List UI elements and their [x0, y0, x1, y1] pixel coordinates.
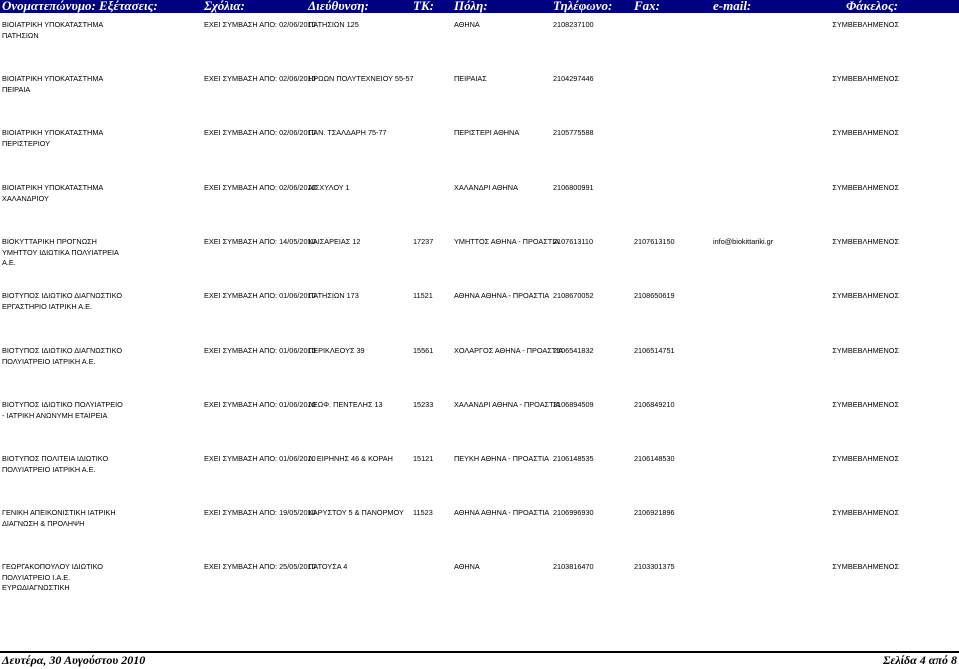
cell-address: ΚΑΙΣΑΡΕΙΑΣ 12	[308, 237, 361, 246]
cell-tk: 15121	[413, 454, 434, 463]
header-exams: Εξέτασεις:	[99, 0, 158, 13]
header-name: Ονοματεπώνυμο:	[2, 0, 96, 13]
cell-phone: 2106148535	[553, 454, 594, 463]
cell-folder: ΣΥΜΒΕΒΛΗΜΕΝΟΣ	[832, 74, 899, 83]
cell-fax: 2106514751	[634, 346, 675, 355]
table-row	[0, 454, 959, 504]
cell-city: ΑΘΗΝΑ ΑΘΗΝΑ - ΠΡΟΑΣΤΙΑ	[454, 291, 550, 300]
cell-tk: 11521	[413, 291, 433, 300]
cell-tk: 17237	[413, 237, 434, 246]
cell-comments: ΕΧΕΙ ΣΥΜΒΑΣΗ ΑΠΟ: 01/06/2010	[204, 454, 316, 463]
table-row	[0, 346, 959, 396]
cell-folder: ΣΥΜΒΕΒΛΗΜΕΝΟΣ	[832, 128, 899, 137]
table-row	[0, 128, 959, 178]
cell-address: ΗΡΩΩΝ ΠΟΛΥΤΕΧΝΕΙΟΥ 55-57	[308, 74, 414, 83]
cell-name: ΒΙΟΙΑΤΡΙΚΗ ΥΠΟΚΑΤΑΣΤΗΜΑ ΠΑΤΗΣΙΩΝ	[2, 20, 104, 40]
header-fax: Fax:	[634, 0, 660, 13]
cell-comments: ΕΧΕΙ ΣΥΜΒΑΣΗ ΑΠΟ: 02/06/2010	[204, 128, 316, 137]
cell-address: Λ. ΕΙΡΗΝΗΣ 46 & ΚΟΡΑΗ	[308, 454, 393, 463]
cell-folder: ΣΥΜΒΕΒΛΗΜΕΝΟΣ	[832, 20, 899, 29]
table-row	[0, 20, 959, 70]
cell-comments: ΕΧΕΙ ΣΥΜΒΑΣΗ ΑΠΟ: 02/06/2010	[204, 74, 316, 83]
cell-fax: 2106148530	[634, 454, 675, 463]
table-row	[0, 74, 959, 124]
cell-city: ΑΘΗΝΑ	[454, 562, 480, 571]
cell-fax: 2106849210	[634, 400, 675, 409]
cell-address: ΠΑΤΗΣΙΩΝ 125	[308, 20, 359, 29]
cell-address: ΠΕΡΙΚΛΕΟΥΣ 39	[308, 346, 365, 355]
header-tk: ΤΚ:	[413, 0, 434, 13]
cell-phone: 2108237100	[553, 20, 594, 29]
cell-name: ΒΙΟΤΥΠΟΣ ΠΟΛΙΤΕΙΑ ΙΔΙΩΤΙΚΟ ΠΟΛΥΙΑΤΡΕΙΟ ΙΑΤΡΙΚΗ Α.Ε.	[2, 454, 109, 474]
cell-folder: ΣΥΜΒΕΒΛΗΜΕΝΟΣ	[832, 183, 899, 192]
table-row	[0, 400, 959, 450]
footer-page-number: Σελίδα 4 από 8	[883, 653, 957, 667]
header-address: Διεύθυνση:	[308, 0, 369, 13]
table-row	[0, 562, 959, 612]
cell-fax: 2107613150	[634, 237, 675, 246]
cell-phone: 2103816470	[553, 562, 594, 571]
table-row	[0, 508, 959, 558]
cell-city: ΧΑΛΑΝΔΡΙ ΑΘΗΝΑ - ΠΡΟΑΣΤΙΑ	[454, 400, 561, 409]
header-email: e-mail:	[713, 0, 752, 13]
cell-fax: 2108650619	[634, 291, 675, 300]
cell-fax: 2103301375	[634, 562, 675, 571]
cell-name: ΒΙΟΤΥΠΟΣ ΙΔΙΩΤΙΚΟ ΔΙΑΓΝΩΣΤΙΚΟ ΕΡΓΑΣΤΗΡΙΟ ΙΑΤΡΙΚΗ Α.Ε.	[2, 291, 123, 311]
header-comments: Σχόλια:	[204, 0, 245, 13]
cell-address: ΚΑΡΥΣΤΟΥ 5 & ΠΑΝΟΡΜΟΥ	[308, 508, 404, 517]
header-phone: Τηλέφωνο:	[553, 0, 613, 13]
cell-city: ΑΘΗΝΑ ΑΘΗΝΑ - ΠΡΟΑΣΤΙΑ	[454, 508, 550, 517]
cell-phone: 2108670052	[553, 291, 594, 300]
cell-folder: ΣΥΜΒΕΒΛΗΜΕΝΟΣ	[832, 346, 899, 355]
cell-address: ΛΕΩΦ. ΠΕΝΤΕΛΗΣ 13	[308, 400, 383, 409]
cell-address: ΠΑΝ. ΤΣΑΛΔΑΡΗ 75-77	[308, 128, 387, 137]
cell-phone: 2107613110	[553, 237, 594, 246]
cell-comments: ΕΧΕΙ ΣΥΜΒΑΣΗ ΑΠΟ: 01/06/2010	[204, 346, 316, 355]
cell-comments: ΕΧΕΙ ΣΥΜΒΑΣΗ ΑΠΟ: 25/05/2010	[204, 562, 316, 571]
cell-folder: ΣΥΜΒΕΒΛΗΜΕΝΟΣ	[832, 400, 899, 409]
cell-folder: ΣΥΜΒΕΒΛΗΜΕΝΟΣ	[832, 454, 899, 463]
cell-address: ΠΑΤΟΥΣΑ 4	[308, 562, 348, 571]
cell-comments: ΕΧΕΙ ΣΥΜΒΑΣΗ ΑΠΟ: 19/05/2010	[204, 508, 316, 517]
cell-city: ΠΕΥΚΗ ΑΘΗΝΑ - ΠΡΟΑΣΤΙΑ	[454, 454, 550, 463]
cell-name: ΒΙΟΙΑΤΡΙΚΗ ΥΠΟΚΑΤΑΣΤΗΜΑ ΠΕΙΡΑΙΑ	[2, 74, 104, 94]
cell-name: ΒΙΟΤΥΠΟΣ ΙΔΙΩΤΙΚΟ ΠΟΛΥΙΑΤΡΕΙΟ - ΙΑΤΡΙΚΗ ΑΝΩΝΥΜΗ ΕΤΑΙΡΕΙΑ	[2, 400, 123, 420]
footer-date: Δευτέρα, 30 Αυγούστου 2010	[2, 653, 146, 667]
table-row	[0, 291, 959, 341]
cell-phone: 2106800991	[553, 183, 594, 192]
cell-phone: 2105775588	[553, 128, 594, 137]
table-row	[0, 183, 959, 233]
cell-tk: 15233	[413, 400, 434, 409]
cell-folder: ΣΥΜΒΕΒΛΗΜΕΝΟΣ	[832, 562, 899, 571]
header-folder: Φάκελος:	[846, 0, 899, 13]
cell-city: ΥΜΗΤΤΟΣ ΑΘΗΝΑ - ΠΡΟΑΣΤΙΑ	[454, 237, 560, 246]
column-header-bar	[0, 0, 959, 13]
cell-comments: ΕΧΕΙ ΣΥΜΒΑΣΗ ΑΠΟ: 14/05/2010	[204, 237, 316, 246]
table-row	[0, 237, 959, 287]
cell-name: ΒΙΟΤΥΠΟΣ ΙΔΙΩΤΙΚΟ ΔΙΑΓΝΩΣΤΙΚΟ ΠΟΛΥΙΑΤΡΕΙΟ ΙΑΤΡΙΚΗ Α.Ε.	[2, 346, 123, 366]
cell-name: ΒΙΟΚΥΤΤΑΡΙΚΗ ΠΡΟΓΝΩΣΗ ΥΜΗΤΤΟΥ ΙΔΙΩΤΙΚΑ ΠΟΛΥΙΑΤΡΕΙΑ Α.Ε.	[2, 237, 119, 267]
cell-name: ΒΙΟΙΑΤΡΙΚΗ ΥΠΟΚΑΤΑΣΤΗΜΑ ΧΑΛΑΝΔΡΙΟΥ	[2, 183, 104, 203]
cell-email: info@biokittariki.gr	[713, 237, 774, 246]
cell-comments: ΕΧΕΙ ΣΥΜΒΑΣΗ ΑΠΟ: 01/06/2010	[204, 400, 316, 409]
cell-comments: ΕΧΕΙ ΣΥΜΒΑΣΗ ΑΠΟ: 02/06/2010	[204, 183, 316, 192]
cell-comments: ΕΧΕΙ ΣΥΜΒΑΣΗ ΑΠΟ: 01/06/2010	[204, 291, 316, 300]
cell-name: ΓΕΝΙΚΗ ΑΠΕΙΚΟΝΙΣΤΙΚΗ ΙΑΤΡΙΚΗ ΔΙΑΓΝΩΣΗ & ΠΡΟΛΗΨΗ	[2, 508, 116, 528]
header-city: Πόλη:	[454, 0, 488, 13]
cell-city: ΠΕΡΙΣΤΕΡΙ ΑΘΗΝΑ	[454, 128, 520, 137]
cell-city: ΠΕΙΡΑΙΑΣ	[454, 74, 487, 83]
cell-phone: 2106996930	[553, 508, 594, 517]
cell-city: ΧΑΛΑΝΔΡΙ ΑΘΗΝΑ	[454, 183, 518, 192]
cell-folder: ΣΥΜΒΕΒΛΗΜΕΝΟΣ	[832, 508, 899, 517]
cell-folder: ΣΥΜΒΕΒΛΗΜΕΝΟΣ	[832, 291, 899, 300]
cell-name: ΓΕΩΡΓΑΚΟΠΟΥΛΟΥ ΙΔΙΩΤΙΚΟ ΠΟΛΥΙΑΤΡΕΙΟ Ι.Α.Ε. ΕΥΡΩΔΙΑΓΝΩΣΤΙΚΗ	[2, 562, 103, 592]
cell-address: ΑΙΣΧΥΛΟΥ 1	[308, 183, 350, 192]
cell-tk: 15561	[413, 346, 434, 355]
cell-comments: ΕΧΕΙ ΣΥΜΒΑΣΗ ΑΠΟ: 02/06/2010	[204, 20, 316, 29]
cell-tk: 11523	[413, 508, 433, 517]
cell-fax: 2106921896	[634, 508, 675, 517]
cell-name: ΒΙΟΙΑΤΡΙΚΗ ΥΠΟΚΑΤΑΣΤΗΜΑ ΠΕΡΙΣΤΕΡΙΟΥ	[2, 128, 104, 148]
cell-city: ΑΘΗΝΑ	[454, 20, 480, 29]
cell-phone: 2106541832	[553, 346, 594, 355]
cell-phone: 2106894509	[553, 400, 594, 409]
cell-address: ΠΑΤΗΣΙΩΝ 173	[308, 291, 359, 300]
cell-folder: ΣΥΜΒΕΒΛΗΜΕΝΟΣ	[832, 237, 899, 246]
cell-city: ΧΟΛΑΡΓΟΣ ΑΘΗΝΑ - ΠΡΟΑΣΤΙΑ	[454, 346, 564, 355]
cell-phone: 2104297446	[553, 74, 594, 83]
